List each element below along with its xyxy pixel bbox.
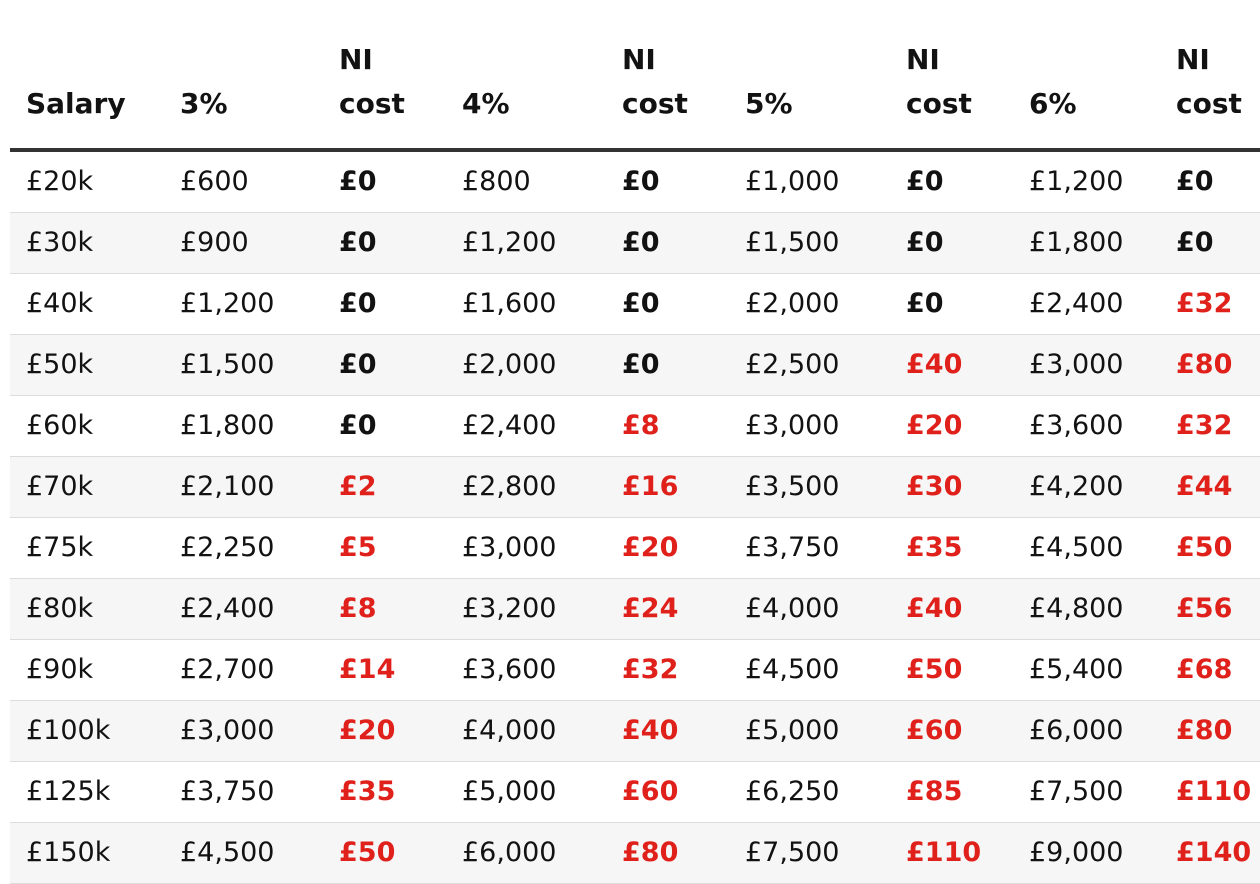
- salary-cell: £40k: [10, 274, 164, 335]
- contribution-cell: £5,000: [446, 762, 606, 823]
- salary-cell: £80k: [10, 579, 164, 640]
- ni-cost-cell: £0: [1160, 150, 1260, 213]
- contribution-cell: £3,000: [164, 701, 323, 762]
- contribution-cell: £3,500: [729, 457, 890, 518]
- contribution-cell: £3,600: [1013, 396, 1160, 457]
- ni-cost-cell: £32: [1160, 396, 1260, 457]
- contribution-cell: £1,200: [164, 274, 323, 335]
- column-header-7: 6%: [1013, 0, 1160, 150]
- contribution-cell: £2,400: [1013, 274, 1160, 335]
- ni-cost-cell: £5: [323, 518, 446, 579]
- salary-cell: £100k: [10, 701, 164, 762]
- header-row: [10, 0, 1260, 150]
- contribution-cell: £1,500: [164, 335, 323, 396]
- table-row: [10, 396, 1260, 457]
- ni-cost-cell: £85: [890, 762, 1013, 823]
- contribution-cell: £1,200: [1013, 150, 1160, 213]
- ni-cost-cell: £24: [606, 579, 729, 640]
- ni-cost-table: [10, 0, 1260, 884]
- ni-cost-cell: £2: [323, 457, 446, 518]
- contribution-cell: £6,000: [1013, 701, 1160, 762]
- ni-cost-cell: £8: [606, 396, 729, 457]
- ni-cost-cell: £8: [323, 579, 446, 640]
- contribution-cell: £800: [446, 150, 606, 213]
- contribution-cell: £4,500: [729, 640, 890, 701]
- ni-cost-cell: £0: [323, 150, 446, 213]
- contribution-cell: £6,000: [446, 823, 606, 884]
- ni-cost-cell: £14: [323, 640, 446, 701]
- table-row: [10, 274, 1260, 335]
- ni-cost-cell: £110: [1160, 762, 1260, 823]
- ni-cost-cell: £56: [1160, 579, 1260, 640]
- salary-cell: £20k: [10, 150, 164, 213]
- contribution-cell: £1,000: [729, 150, 890, 213]
- table-row: [10, 579, 1260, 640]
- ni-cost-cell: £140: [1160, 823, 1260, 884]
- contribution-cell: £4,500: [1013, 518, 1160, 579]
- ni-cost-cell: £60: [890, 701, 1013, 762]
- contribution-cell: £4,200: [1013, 457, 1160, 518]
- contribution-cell: £3,200: [446, 579, 606, 640]
- contribution-cell: £3,600: [446, 640, 606, 701]
- ni-cost-cell: £0: [606, 274, 729, 335]
- ni-cost-cell: £30: [890, 457, 1013, 518]
- column-header-1: 3%: [164, 0, 323, 150]
- contribution-cell: £1,500: [729, 213, 890, 274]
- contribution-cell: £2,500: [729, 335, 890, 396]
- column-header-4: NI cost: [606, 0, 729, 150]
- contribution-cell: £4,000: [729, 579, 890, 640]
- table-row: [10, 213, 1260, 274]
- ni-cost-cell: £50: [890, 640, 1013, 701]
- column-header-5: 5%: [729, 0, 890, 150]
- ni-cost-cell: £0: [890, 150, 1013, 213]
- ni-cost-cell: £16: [606, 457, 729, 518]
- ni-cost-cell: £50: [1160, 518, 1260, 579]
- ni-cost-table-container: [10, 0, 1252, 882]
- contribution-cell: £2,000: [446, 335, 606, 396]
- table-body: [10, 150, 1260, 884]
- salary-cell: £150k: [10, 823, 164, 884]
- ni-cost-cell: £20: [323, 701, 446, 762]
- ni-cost-cell: £0: [323, 335, 446, 396]
- ni-cost-cell: £60: [606, 762, 729, 823]
- ni-cost-cell: £0: [323, 396, 446, 457]
- ni-cost-cell: £0: [606, 213, 729, 274]
- ni-cost-cell: £50: [323, 823, 446, 884]
- column-header-6: NI cost: [890, 0, 1013, 150]
- ni-cost-cell: £32: [1160, 274, 1260, 335]
- table-row: [10, 762, 1260, 823]
- contribution-cell: £2,400: [164, 579, 323, 640]
- table-row: [10, 150, 1260, 213]
- ni-cost-cell: £35: [890, 518, 1013, 579]
- ni-cost-cell: £0: [323, 274, 446, 335]
- ni-cost-cell: £32: [606, 640, 729, 701]
- ni-cost-cell: £68: [1160, 640, 1260, 701]
- contribution-cell: £900: [164, 213, 323, 274]
- ni-cost-cell: £80: [606, 823, 729, 884]
- contribution-cell: £1,800: [1013, 213, 1160, 274]
- contribution-cell: £1,600: [446, 274, 606, 335]
- ni-cost-cell: £0: [890, 213, 1013, 274]
- contribution-cell: £9,000: [1013, 823, 1160, 884]
- contribution-cell: £2,250: [164, 518, 323, 579]
- ni-cost-cell: £0: [323, 213, 446, 274]
- salary-cell: £50k: [10, 335, 164, 396]
- contribution-cell: £6,250: [729, 762, 890, 823]
- contribution-cell: £3,750: [164, 762, 323, 823]
- salary-cell: £125k: [10, 762, 164, 823]
- contribution-cell: £2,000: [729, 274, 890, 335]
- contribution-cell: £7,500: [1013, 762, 1160, 823]
- ni-cost-cell: £44: [1160, 457, 1260, 518]
- table-row: [10, 701, 1260, 762]
- ni-cost-cell: £35: [323, 762, 446, 823]
- contribution-cell: £3,000: [1013, 335, 1160, 396]
- ni-cost-cell: £20: [890, 396, 1013, 457]
- contribution-cell: £2,800: [446, 457, 606, 518]
- salary-cell: £70k: [10, 457, 164, 518]
- contribution-cell: £3,000: [446, 518, 606, 579]
- ni-cost-cell: £20: [606, 518, 729, 579]
- salary-cell: £90k: [10, 640, 164, 701]
- contribution-cell: £5,000: [729, 701, 890, 762]
- contribution-cell: £1,800: [164, 396, 323, 457]
- salary-cell: £30k: [10, 213, 164, 274]
- table-row: [10, 640, 1260, 701]
- ni-cost-cell: £0: [1160, 213, 1260, 274]
- table-row: [10, 823, 1260, 884]
- ni-cost-cell: £40: [890, 335, 1013, 396]
- ni-cost-cell: £0: [606, 150, 729, 213]
- contribution-cell: £600: [164, 150, 323, 213]
- ni-cost-cell: £80: [1160, 701, 1260, 762]
- contribution-cell: £3,750: [729, 518, 890, 579]
- contribution-cell: £4,800: [1013, 579, 1160, 640]
- contribution-cell: £1,200: [446, 213, 606, 274]
- contribution-cell: £4,000: [446, 701, 606, 762]
- contribution-cell: £3,000: [729, 396, 890, 457]
- contribution-cell: £2,400: [446, 396, 606, 457]
- ni-cost-cell: £110: [890, 823, 1013, 884]
- column-header-2: NI cost: [323, 0, 446, 150]
- salary-cell: £60k: [10, 396, 164, 457]
- ni-cost-cell: £0: [606, 335, 729, 396]
- table-row: [10, 518, 1260, 579]
- table-row: [10, 457, 1260, 518]
- table-row: [10, 335, 1260, 396]
- ni-cost-cell: £40: [606, 701, 729, 762]
- contribution-cell: £5,400: [1013, 640, 1160, 701]
- ni-cost-cell: £40: [890, 579, 1013, 640]
- column-header-3: 4%: [446, 0, 606, 150]
- table-header: [10, 0, 1260, 150]
- column-header-salary: Salary: [10, 0, 164, 150]
- ni-cost-cell: £80: [1160, 335, 1260, 396]
- contribution-cell: £7,500: [729, 823, 890, 884]
- salary-cell: £75k: [10, 518, 164, 579]
- contribution-cell: £4,500: [164, 823, 323, 884]
- contribution-cell: £2,100: [164, 457, 323, 518]
- ni-cost-cell: £0: [890, 274, 1013, 335]
- contribution-cell: £2,700: [164, 640, 323, 701]
- column-header-8: NI cost: [1160, 0, 1260, 150]
